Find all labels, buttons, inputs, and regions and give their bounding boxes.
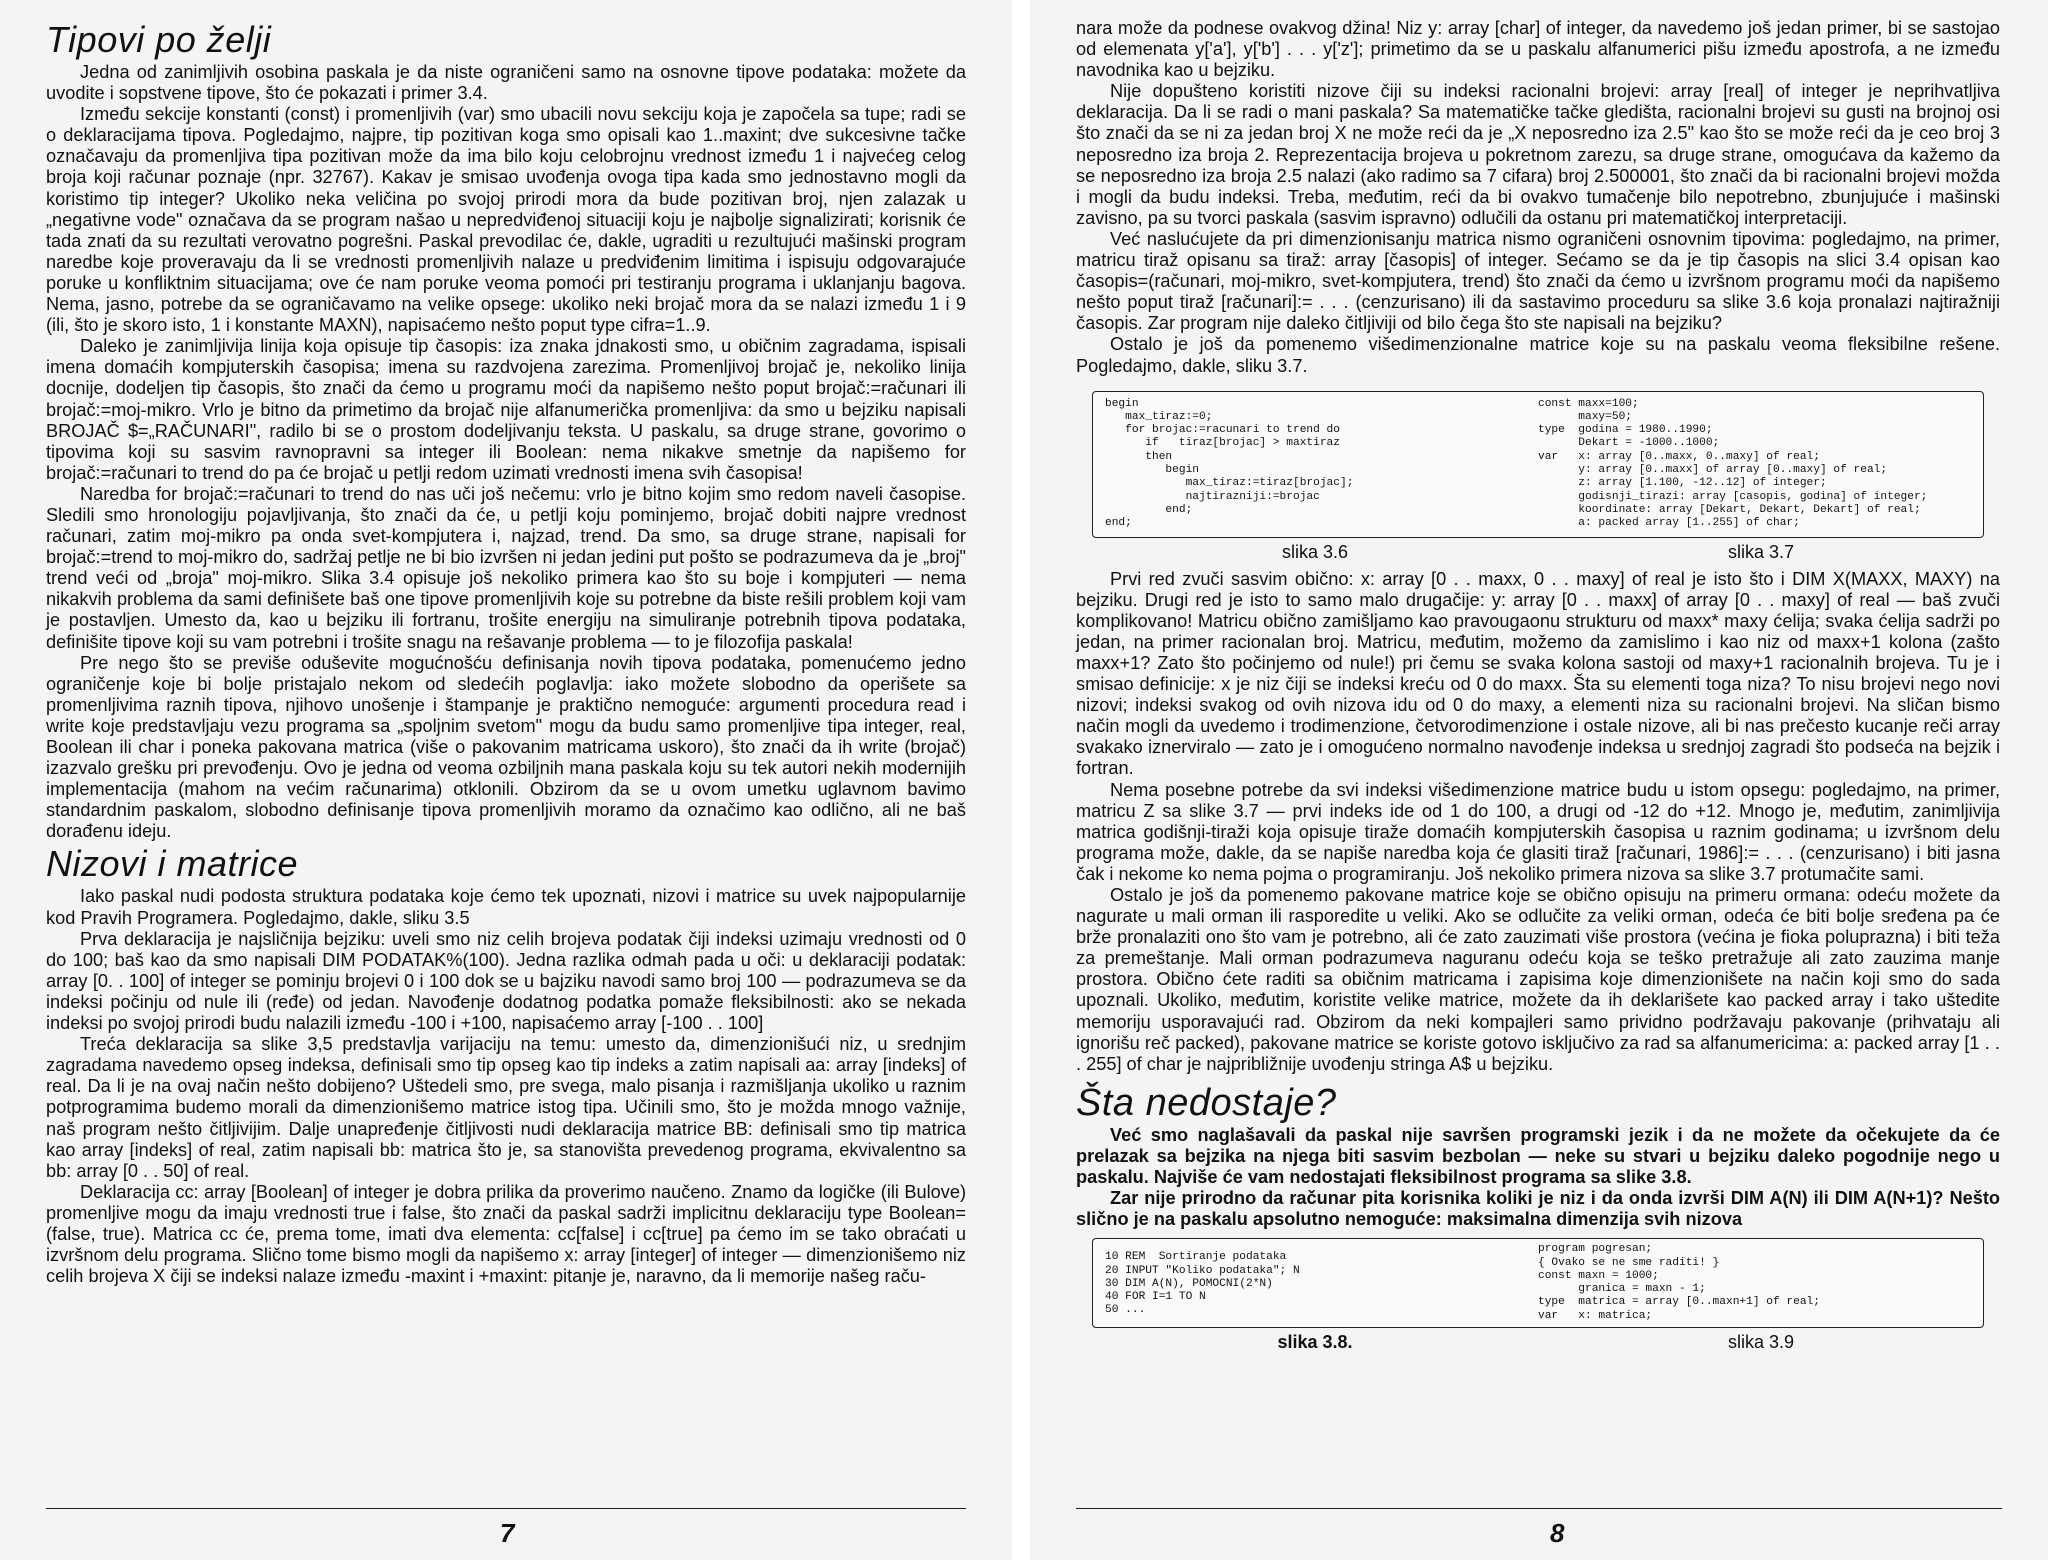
paragraph: Već smo naglašavali da paskal nije savršen programski jezik i da ne možete da očekujete da će prelazak sa bejzika na njega biti sasvim bezbolan — neke su stvari u bejziku daleko pogodnije nego u paskalu. Najviše će vam nedostajati fleksibilnost programa sa slike 3.8. bbox=[1076, 1124, 2000, 1187]
section-heading-missing: Šta nedostaje? bbox=[1076, 1081, 1337, 1124]
paragraph: Naredba for brojač:=računari to trend do nas uči još nečemu: vrlo je bitno kojim smo redom naveli časopise. Sledili smo hronologiju pojavljivanja, što znači da će, u petlji koju pominjemo, brojač dobiti najpre vrednost računari, zatim moj-mikro pa onda svet-kompjutera i, najzad, trend. Da smo, sa druge strane, napisali for brojač:=trend to moj-mikro do, sadržaj petlje ne bi bio izvršen ni jedan jedini put pošto se podrazumeva da je „broj" trend veći od „broja" moj-mikro. Slika 3.4 opisuje još nekoliko primera kao što su boje i kompjuteri — nema nikakvih problema da sami definišete baš one tipove promenljivih koje su potrebne da biste rešili problem koji vam je postavljen. Umesto da, kao u bejziku ili fortranu, trošite energiju na simuliranje potrebnih tipova podataka, definišite tipove koji su vam potrebni i trošite snagu na rešavanje problema — to je filozofija paskala! bbox=[46, 483, 966, 652]
code-listing-box-2 bbox=[1092, 1238, 1984, 1328]
section-heading-arrays: Nizovi i matrice bbox=[46, 843, 299, 885]
paragraph: Iako paskal nudi podosta struktura podataka koje ćemo tek upoznati, nizovi i matrice su uvek najpopularnije kod Pravih Programera. Pogledajmo, dakle, sliku 3.5 bbox=[46, 886, 966, 928]
code-listing-box bbox=[1092, 391, 1984, 538]
code-listing-3-7: const maxx=100; maxy=50; type godina = 1980..1990; Dekart = -1000..1000; var x: array [0..maxx, 0..maxy] of real; y: array [0..maxx] of array [0..maxy] of real; z: array [1.100, -12..12] of integer; godisnji_tirazi: array [casopis, godina] of integer; koordinate: array [Dekart, Dekart, Dekart] of real; a: packed array [1..255] of char; bbox=[1538, 397, 1928, 530]
page-number: 8 bbox=[1550, 1518, 1565, 1548]
paragraph: Ostalo je još da pomenemo višedimenzionalne matrice koje su na paskalu veoma fleksibilne rešene. Pogledajmo, dakle, sliku 3.7. bbox=[1076, 334, 2000, 376]
paragraph: Zar nije prirodno da računar pita korisnika koliki je niz i da onda izvrši DIM A(N) ili DIM A(N+1)? Nešto slično je na paskalu apsolutno nemoguće: maksimalna dimenzija svih nizova bbox=[1076, 1188, 2000, 1230]
paragraph: Prva deklaracija je najsličnija bejziku: uveli smo niz celih brojeva podatak čiji indeksi uzimaju vrednosti od 0 do 100; baš kao da smo napisali DIM PODATAK%(100). Jedna razlika odmah pada u oči: u deklaraciji podatak: array [0. . 100] of integer se pominju brojevi 0 i 100 dok se u bajziku navodi samo broj 100 — podrazumeva se da indeksi počinju od nule ili (ređe) od jedan. Navođenje dodatnog podatka pomaže fleksibilnosti: ako se nekada indeksi po svojoj prirodi budu nalazili između -100 i +100, napisaćemo array [-100 . . 100] bbox=[46, 928, 966, 1034]
code-listing-3-9: program pogresan; { Ovako se ne sme raditi! } const maxn = 1000; granica = maxn - 1; type matrica = array [0..maxn+1] of real; var x: matrica; bbox=[1538, 1243, 1820, 1322]
caption-3-6: slika 3.6 bbox=[1281, 541, 1349, 562]
page-gutter bbox=[1012, 0, 1030, 1560]
section-heading-types: Tipovi po želji bbox=[46, 19, 272, 60]
paragraph: Između sekcije konstanti (const) i promenljivih (var) smo ubacili novu sekciju koja je započela sa tupe; radi se o deklaracijama tipova. Pogledajmo, najpre, tip pozitivan koga smo opisali kao 1..maxint; dve sukcesivne tačke označavaju da promenljiva tipa pozitivan može da ima bilo koju celobrojnu vrednost između 1 i najvećeg celog broja koji računar poznaje (npr. 32767). Kakav je smisao uvođenja ovoga tipa kada smo jednostavno mogli da koristimo tip integer? Ukoliko neka veličina po svojoj prirodi mora da bude pozitivan broj, njen zalazak u „negativne vode" označava da se program našao u nepredviđenoj situaciji koju je najbolje signalizirati; korisnik će tada znati da su rezultati verovatno pogrešni. Paskal prevodilac će, dakle, ugraditi u rezultujući mašinski program naredbe koje proveravaju da li se vrednosti promenljivih nalaze u predviđenim limitima i ispisuju odgovarajuće poruke u konfliktnim situacijama; ove će nam poruke veoma pomoći pri testiranju programa i uklanjanju bagova. Nema, jasno, potrebe da se ograničavamo na velike opsege: ukoliko neki brojač mora da se nalazi između 1 i 9 (ili, što je skoro isto, 1 i konstante MAXN), napisaćemo nešto poput type cifra=1..9. bbox=[46, 104, 966, 336]
paragraph: Ostalo je još da pomenemo pakovane matrice koje se obično opisuju na primeru ormana: odeću možete da nagurate u mali orman ili rasporedite u veliki. Ako se odlučite za veliki orman, odeća će biti bolje sređena pa će brže pronalaziti ono što vam je potrebno, ali će zato zauzimati više prostora (većina je fioka poluprazna) i biti teža za premeštanje. Mali orman podrazumeva naguranu odeću koja se teško pretražuje ali zato zauzima manje prostora. Obično ćete raditi sa običnim matricama i zapisima koje dimenzionišete na način koji smo do sada upoznali. Ukoliko, međutim, koristite velike matrice, možete da ih deklarišete kao packed array i tako uštedite memoriju usporavajući rad. Obzirom da neki kompajleri samo prividno podržavaju pakovanje (prihvataju ali ignorišu reč packed), pakovane matrice se koriste gotovo isključivo za rad sa alfanumericima: a: packed array [1 . . . 255] of char je najpribližnije uvođenju stringa A$ u bejziku. bbox=[1076, 884, 2000, 1074]
paragraph: Prvi red zvuči sasvim obično: x: array [0 . . maxx, 0 . . maxy] of real je isto što i DIM X(MAXX, MAXY) na bejziku. Drugi red je isto to samo malo drugačije: y: array [0 . . maxx] of array [0 . . maxy] of real — baš zvuči komplikovano! Matricu obično zamišljamo kao pravougaonu strukturu od maxx* maxy ćelija; svaka ćelija sadrži po jedan, na primer racionalan broj. Matricu, međutim, možemo da zamislimo i kao niz od maxx+1 kolona (zašto maxx+1? Zato što počinjemo od nule!) pri čemu se svaka kolona sastoji od maxy+1 racionalnih brojeva. Tu je i smisao definicije: x je niz čiji se indeksi kreću od 0 do maxx. Šta su elementi toga niza? To nisu brojevi nego novi nizovi; indeksi svakog od ovih nizova idu od 0 do maxy, a elementi niza su racionalni brojevi. Na sličan bismo način mogli da uvedemo i trodimenzione, četvorodimenzione i ostale nizove, ali bi nas prečesto kucanje reči array svakako iznerviralo — zato je i omogućeno normalno navođenje indeksa u srednjoj zagradi što podseća na bejzik i fortran. bbox=[1076, 568, 2000, 779]
paragraph: Deklaracija cc: array [Boolean] of integer je dobra prilika da proverimo naučeno. Znamo da logičke (ili Bulove) promenljive mogu da imaju vrednosti true i false, što znači da paskal sadrži implicitnu deklaraciju type Boolean=(false, true). Matrica cc će, prema tome, imati dva elementa: cc[false] i cc[true] pa ćemo im se tako obraćati u izvršnom delu programa. Slično tome bismo mogli da napišemo x: array [integer] of integer — dimenzionišemo niz celih brojeva X čiji se indeksi nalaze između -maxint i +maxint: pitanje je, naravno, da li memorije našeg raču- bbox=[46, 1181, 966, 1287]
paragraph: nara može da podnese ovakvog džina! Niz y: array [char] of integer, da navedemo još jedan primer, bi se sastojao od elemenata y['a'], y['b'] . . . y['z']; primetimo da se u paskalu alfanumerici pišu između apostrofa, a ne između navodnika kao u bejziku. bbox=[1076, 18, 2000, 81]
figure-captions bbox=[1092, 542, 1984, 563]
paragraph: Nije dopušteno koristiti nizove čiji su indeksi racionalni brojevi: array [real] of integer je neprihvatljiva deklaracija. Da li se radi o mani paskala? Sa matematičke tačke gledišta, racionalni brojevi su gusti na brojnoj osi što znači da se ni za jedan broj X ne može reći da je „X neposredno iza 2.5" kao što se može reći da je ceo broj 3 neposredno iza broja 2. Reprezentacija brojeva u pokretnom zarezu, sa druge strane, omogućava da kažemo da se neposredno iza broja 2.5 nalazi (ako radimo sa 7 cifara) broj 2.500001, što znači da bi racionalni brojevi možda i mogli da budu indeksi. Treba, međutim, reći da bi ovakvo tumačenje bilo nepotrebno, zbunjujuće i mašinski zavisno, pa su tvorci paskala (sasvim ispravno) odlučili da ostanu pri matematičkoj interpretaciji. bbox=[1076, 81, 2000, 228]
page-number: 7 bbox=[500, 1518, 515, 1548]
page-footer-rule bbox=[1076, 1508, 2002, 1509]
page-footer-rule bbox=[46, 1508, 966, 1509]
left-page bbox=[0, 0, 1012, 1560]
paragraph: Nema posebne potrebe da svi indeksi višedimenzione matrice budu u istom opsegu: pogledajmo, na primer, matricu Z sa slike 3.7 — prvi indeks ide od 1 do 100, a drugi od -12 do +12. Mnogo je, međutim, zanimljivija matrica godišnji-tiraži koja opisuje tiraže domaćih kompjuterskih časopisa u raznim godinama; u izvršnom delu programa može, dakle, da se napiše naredba koja će glasiti tiraž [računari, 1986]:= . . . (cenzurisano) i biti jasna čak i nekome ko nema pojma o programiranju. Još nekoliko primera nizova sa slike 3.7 protumačite sami. bbox=[1076, 779, 2000, 884]
caption-3-9: slika 3.9 bbox=[1727, 1332, 1795, 1353]
paragraph: Već naslućujete da pri dimenzionisanju matrica nismo ograničeni osnovnim tipovima: pogledajmo, na primer, matricu tiraž opisanu sa tiraž: array [časopis] of integer. Sećamo se da je tip časopis na slici 3.4 opisan kao časopis=(računari, moj-mikro, svet-kompjutera, trend) što znači da ćemo u izvršnom programu moći da napišemo nešto poput tiraž [računari]:= . . . (cenzurisano) ili da sastavimo proceduru sa slike 3.6 koja pronalazi najtiražniji časopis. Zar program nije daleko čitljiviji od bilo čega što ste napisali na bejziku? bbox=[1076, 228, 2000, 334]
right-page bbox=[1030, 0, 2048, 1560]
code-listing-3-8: 10 REM Sortiranje podataka 20 INPUT "Koliko podataka"; N 30 DIM A(N), POMOCNI(2*N) 40 FOR I=1 TO N 50 ... bbox=[1105, 1251, 1300, 1317]
figure-captions-2 bbox=[1092, 1332, 1984, 1353]
paragraph: Daleko je zanimljivija linija koja opisuje tip časopis: iza znaka jdnakosti smo, u običnim zagradama, ispisali imena domaćih kompjuterskih časopisa; imena su razdvojena zarezima. Promenljivoj brojač je, nekoliko linija docnije, dodeljen tip časopis, što znači da ćemo u programu moći da napišemo nešto poput brojač:=računari ili brojač:=moj-mikro. Vrlo je bitno da primetimo da brojač nije alfanumerička promenljiva: da smo u bejziku napisali BROJAČ $=„RAČUNARI", radilo bi se o prostom dodeljivanju teksta. U paskalu, sa druge strane, govorimo o tipovima koji su sasvim ravnopravni sa integer ili Boolean: nema nikakve smetnje da napišemo for brojač:=računari to trend do pa će brojač u petlji redom uzimati vrednosti imena svih časopisa! bbox=[46, 336, 966, 483]
caption-3-8: slika 3.8. bbox=[1277, 1332, 1353, 1353]
paragraph: Pre nego što se previše oduševite mogućnošću definisanja novih tipova podataka, pomenućemo jedno ograničenje koje bi bolje pristajalo nekom od sledećih poglavlja: iako možete slobodno da operišete sa promenljivima raznih tipova, njihovo unošenje i štampanje je praktično nemoguće: argumenti procedura read i write koje predstavljaju vezu programa sa „spoljnim svetom" mogu da budu samo promenljive tipa integer, real, Boolean ili char i poneka pakovana matrica (više o pakovanim matricama uskoro), što znači da ih write (brojač) izazvalo grešku pri prevođenju. Ovo je jedna od veoma ozbiljnih mana paskala koju su tek autori nekih modernijih implementacija (mahom na većim računarima) otklonili. Obzirom da se u ovom umetku uglavnom bavimo standardnim paskalom, slobodno definisanje tipova promenljivih moramo da označimo kao odlično, ali ne baš dorađenu ideju. bbox=[46, 652, 966, 842]
figure-3-6-3-7 bbox=[1076, 391, 2000, 563]
caption-3-7: slika 3.7 bbox=[1727, 541, 1795, 562]
paragraph: Treća deklaracija sa slike 3,5 predstavlja varijaciju na temu: umesto da, dimenzionišući niz, u srednjim zagradama navedemo opseg indeksa, definisali smo tip opseg kao tip indeks a zatim napisali aa: array [indeks] of real. Da li je na ovaj način nešto dobijeno? Uštedeli smo, pre svega, malo pisanja i razmišljanja ukoliko u raznim potprogramima budemo morali da dimenzionišemo matrice istog tipa. Učinili smo, što je možda mnogo važnije, naš program nešto čitljivijim. Dalje unapređenje čitljivosti nudi deklaracija matrice BB: definisali smo tip matrica kao array [indeks] of real, zatim napisali bb: matrica što je, sa stanovišta prevedenog programa, ekvivalentno sa bb: array [0 . . 50] of real. bbox=[46, 1034, 966, 1181]
paragraph: Jedna od zanimljivih osobina paskala je da niste ograničeni samo na osnovne tipove podataka: možete da uvodite i sopstvene tipove, što će pokazati i primer 3.4. bbox=[46, 62, 966, 104]
code-listing-3-6: begin max_tiraz:=0; for brojac:=racunari to trend do if tiraz[brojac] > maxtiraz then begin max_tiraz:=tiraz[brojac]; najtirazniji:=brojac end; end; bbox=[1105, 397, 1354, 530]
